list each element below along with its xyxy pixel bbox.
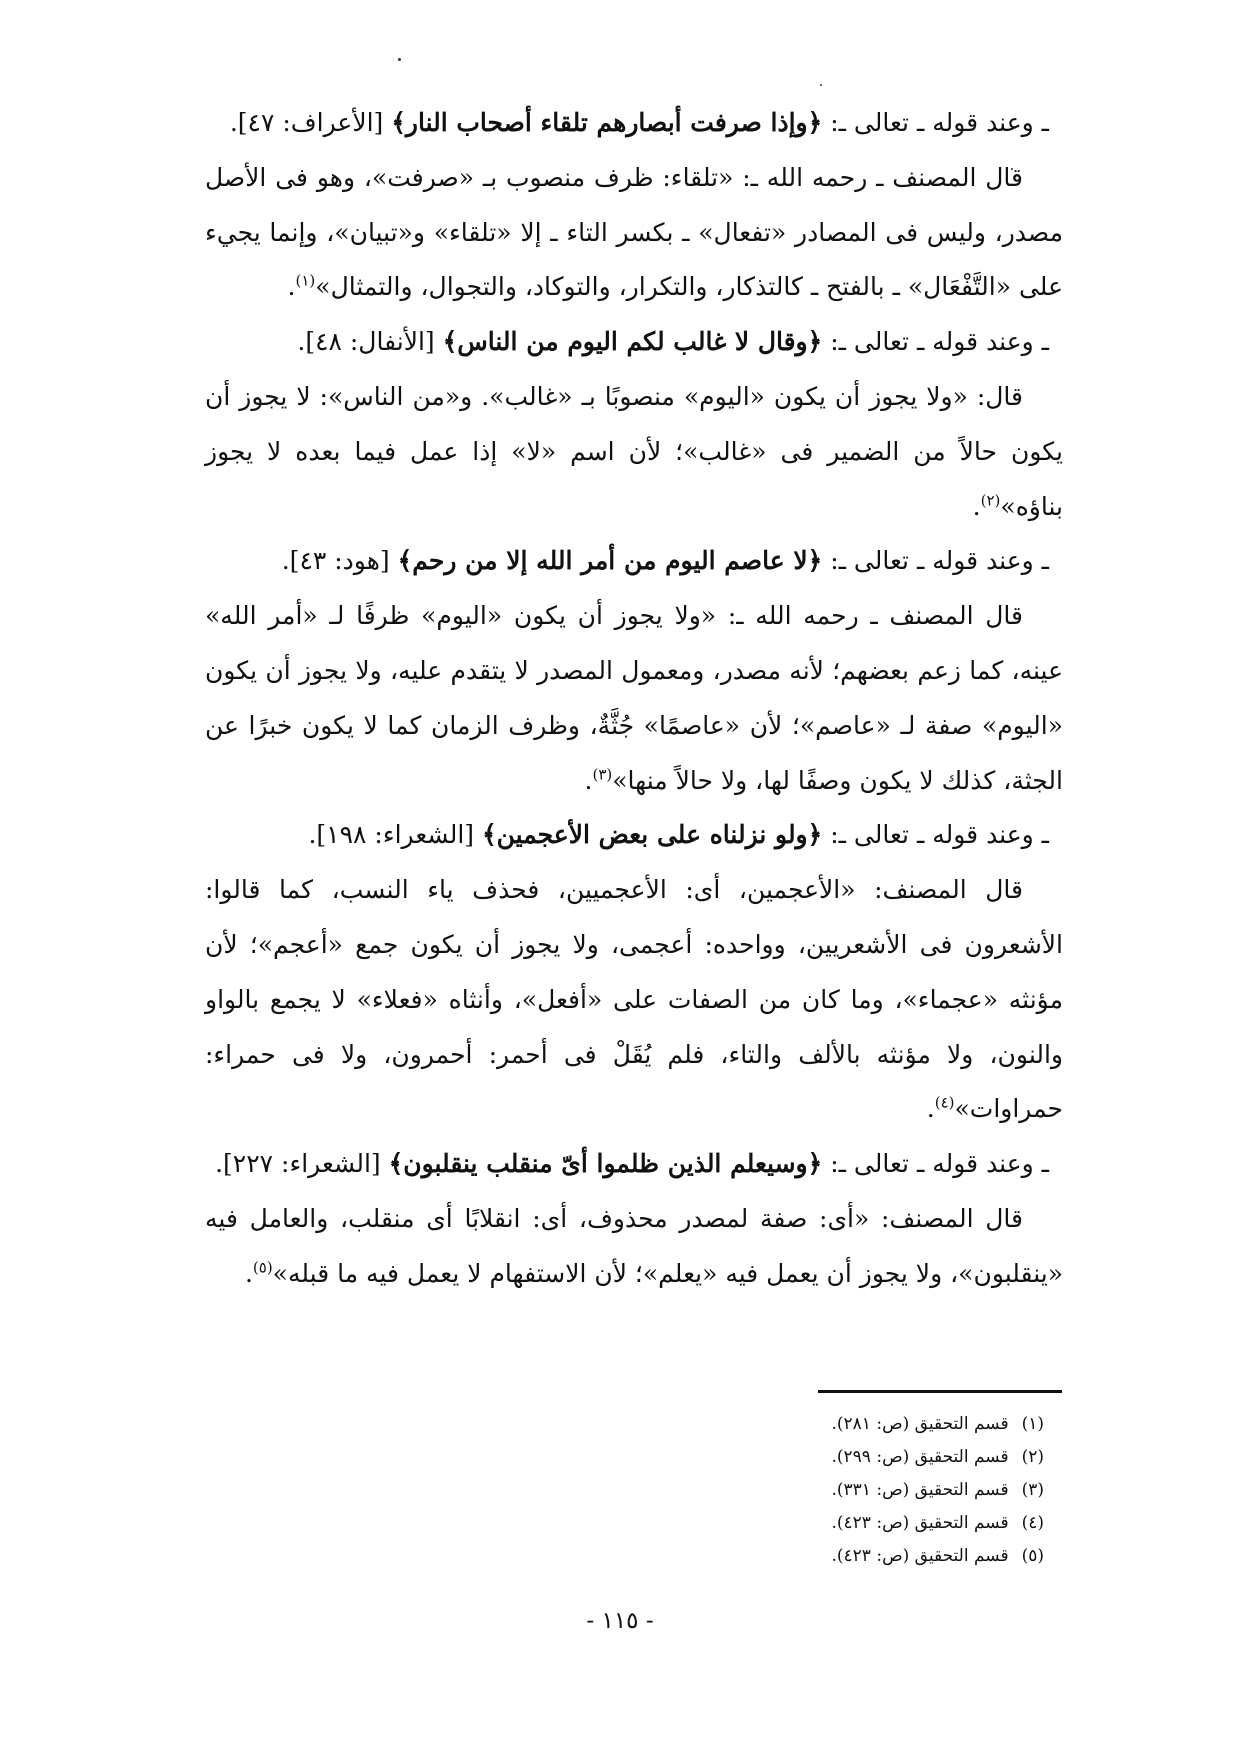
footnote-item (744, 1441, 1044, 1474)
footnote-ref: (٤) (934, 1094, 955, 1113)
footnote-number: (١) (1021, 1414, 1044, 1434)
commentary-paragraph: قال المصنف: «أى: صفة لمصدر محذوف، أى: انقلابًا أى منقلب، والعامل فيه «ينقلبون»، ولا يجوز أن يعمل فيه «يعلم»؛ لأن الاستفهام لا يعمل فيه ما قبله»$^{(٥)}$. (205, 1203, 1063, 1288)
footnote-number: (٤) (1021, 1513, 1044, 1533)
page-number: - ١١٥ - (586, 1608, 654, 1634)
footnote-item (744, 1540, 1044, 1573)
footnote-ref: (٥) (252, 1258, 273, 1277)
footnote-ref: (٢) (980, 491, 1001, 510)
quran-verse: ﴿ولو نزلناه على بعض الأعجمين﴾ (481, 820, 823, 850)
verse-heading: ـ وعند قوله ـ تعالى ـ: ﴿وإذا صرفت أبصارهم تلقاء أصحاب النار﴾ [الأعراف: ٤٧]. (229, 108, 1049, 137)
verse-heading: ـ وعند قوله ـ تعالى ـ: ﴿وسيعلم الذين ظلموا أىّ منقلب ينقلبون﴾ [الشعراء: ٢٢٧]. (215, 1149, 1049, 1179)
footnote-item (744, 1474, 1044, 1507)
commentary-paragraph: قال المصنف ـ رحمه الله ـ: «ولا يجوز أن يكون «اليوم» ظرفًا لـ «أمر الله» عينه، كما زعم بعضهم؛ لأنه مصدر، ومعمول المصدر لا يتقدم عليه، ولا يجوز أن يكون «اليوم» صفة لـ «عاصم»؛ لأن «عاصمًا» جُثَّةٌ، وظرف الزمان كما لا يكون خبرًا عن الجثة، كذلك لا يكون وصفًا لها، ولا حالاً منها»$^{(٣)}$. (205, 601, 1063, 795)
main-text (205, 96, 1063, 1302)
quran-verse: ﴿وإذا صرفت أبصارهم تلقاء أصحاب النار﴾ (391, 108, 823, 137)
commentary-paragraph: قال المصنف: «الأعجمين، أى: الأعجميين، فحذف ياء النسب، كما قالوا: الأشعرون فى الأشعريين، وواحده: أعجمى، ولا يجوز أن يكون جمع «أعجم»؛ لأن مؤنثه «عجماء»، وما كان من الصفات على «أفعل»، وأنثاه «فعلاء» لا يجمع بالواو والنون، ولا مؤنثه بالألف والتاء، فلم يُقَلْ فى أحمر: أحمرون، ولا فى حمراء: حمراوات»$^{(٤)}$. (205, 875, 1063, 1124)
commentary-paragraph: قال: «ولا يجوز أن يكون «اليوم» منصوبًا بـ «غالب». و«من الناس»: لا يجوز أن يكون حالاً من الضمير فى «غالب»؛ لأن اسم «لا» إذا عمل فيما بعده لا يجوز بناؤه»$^{(٢)}$. (205, 381, 1063, 521)
footnote-number: (٥) (1021, 1546, 1044, 1566)
footnote-text: قسم التحقيق (ص: ٣٣١). (831, 1480, 1009, 1500)
footnote-ref: (١) (295, 272, 316, 291)
quran-verse: ﴿وسيعلم الذين ظلموا أىّ منقلب ينقلبون﴾ (388, 1149, 823, 1179)
quran-verse: ﴿لا عاصم اليوم من أمر الله إلا من رحم﴾ (397, 546, 823, 576)
footnote-separator (818, 1390, 1062, 1393)
footnote-text: قسم التحقيق (ص: ٤٢٣). (831, 1546, 1009, 1566)
footnote-number: (٢) (1021, 1447, 1044, 1467)
footnote-number: (٣) (1021, 1480, 1044, 1500)
verse-heading: ـ وعند قوله ـ تعالى ـ: ﴿وقال لا غالب لكم اليوم من الناس﴾ [الأنفال: ٤٨]. (297, 327, 1049, 357)
footnote-item (744, 1507, 1044, 1540)
commentary-paragraph: قال المصنف ـ رحمه الله ـ: «تلقاء: ظرف منصوب بـ «صرفت»، وهو فى الأصل مصدر، وليس فى المصادر «تفعال» ـ بكسر التاء ـ إلا «تلقاء» و«تبيان»، وإنما يجيء على «التَّفْعَال» ـ بالفتح ـ كالتذكار، والتكرار، والتوكاد، والتجوال، والتمثال»$^{(١)}$. (205, 162, 1063, 302)
footnote-item (744, 1408, 1044, 1441)
verse-heading: ـ وعند قوله ـ تعالى ـ: ﴿ولو نزلناه على بعض الأعجمين﴾ [الشعراء: ١٩٨]. (308, 820, 1049, 850)
verse-heading: ـ وعند قوله ـ تعالى ـ: ﴿لا عاصم اليوم من أمر الله إلا من رحم﴾ [هود: ٤٣]. (281, 546, 1049, 576)
footnote-text: قسم التحقيق (ص: ٢٩٩). (831, 1447, 1009, 1467)
footnote-text: قسم التحقيق (ص: ٤٢٣). (831, 1513, 1009, 1533)
quran-verse: ﴿وقال لا غالب لكم اليوم من الناس﴾ (442, 327, 823, 357)
footnote-ref: (٣) (592, 765, 613, 784)
footnotes (744, 1408, 1044, 1573)
footnote-text: قسم التحقيق (ص: ٢٨١). (831, 1414, 1009, 1434)
